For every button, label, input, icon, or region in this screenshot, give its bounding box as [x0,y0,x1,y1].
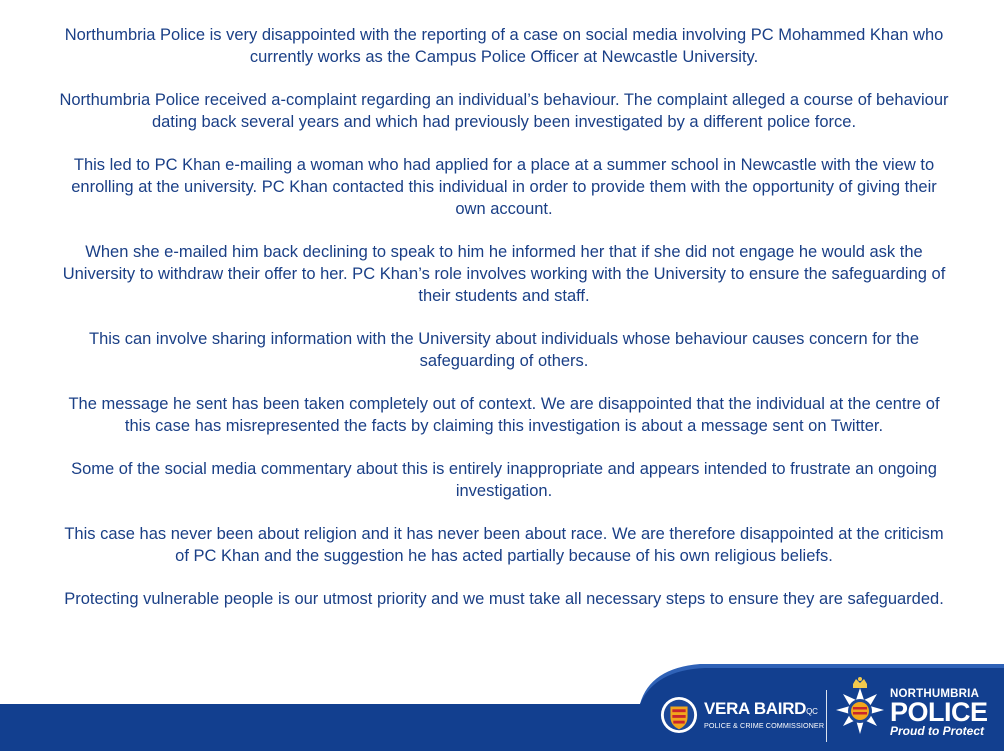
commissioner-logo [660,690,830,740]
paragraph-3: This led to PC Khan e-mailing a woman who had applied for a place at a summer school in Newcastle with the view to enrolling at the university. PC Khan contacted this individual in order to provide them with the opportunity of giving their own account. [71,156,937,218]
paragraph-5: This can involve sharing information with the University about individuals whose behaviour causes concern for the safeguarding of others. [88,330,920,370]
paragraph-4: When she e-mailed him back declining to speak to him he informed her that if she did not engage he would ask the University to withdraw their offer to her. PC Khan’s role involves working with the University to ensure the safeguarding of their students and staff. [62,243,946,305]
commissioner-role: POLICE & CRIME COMMISSIONER [704,721,825,730]
paragraph-1: Northumbria Police is very disappointed with the reporting of a case on social media involving PC Mohammed Khan who currently works as the Campus Police Officer at Newcastle University. [64,26,944,66]
police-wordmark: POLICE [890,697,988,727]
police-crest-icon [832,676,888,748]
paragraph-2: Northumbria Police received a-complaint regarding an individual’s behaviour. The complaint alleged a course of behaviour dating back several years and which had previously been investigated by a different police force. [59,91,949,131]
paragraph-8: This case has never been about religion and it has never been about race. We are therefore disappointed at the criticism of PC Khan and the suggestion he has acted partially because of his own religious beliefs. [64,525,944,565]
paragraph-7: Some of the social media commentary about this is entirely inappropriate and appears intended to frustrate an ongoing investigation. [71,460,937,500]
police-force-name: NORTHUMBRIA [890,688,980,700]
footer-band [0,660,1004,751]
commissioner-text [704,700,824,730]
paragraph-6: The message he sent has been taken completely out of context. We are disappointed that the individual at the centre of this case has misrepresented the facts by claiming this investigation is about a message sent on Twitter. [68,395,940,435]
police-motto: Proud to Protect [890,724,985,738]
commissioner-name: VERA BAIRD [704,699,807,718]
paragraph-9: Protecting vulnerable people is our utmost priority and we must take all necessary steps to ensure they are safeguarded. [64,590,944,608]
logo-divider [826,690,827,742]
commissioner-crest-icon [660,696,698,734]
police-logo-text [890,688,988,738]
statement-body [58,24,950,631]
commissioner-suffix: QC [806,707,818,716]
